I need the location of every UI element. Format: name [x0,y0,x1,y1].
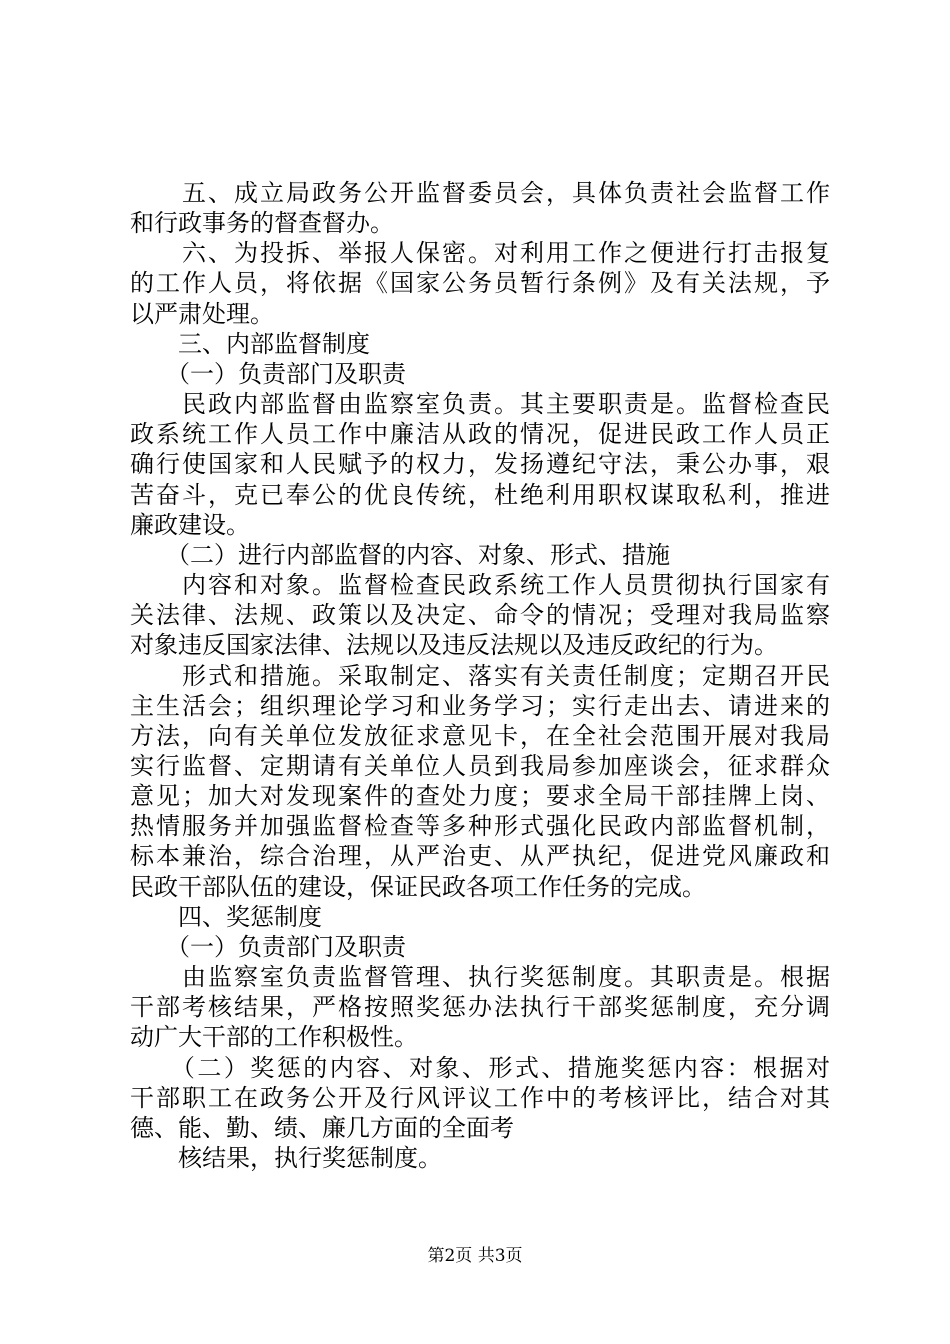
section-heading: 四、奖惩制度 [130,903,322,931]
subsection-heading: （一）负责部门及职责 [130,933,406,961]
body-line: 五、成立局政务公开监督委员会，具体负责社会监督工作 [130,179,830,207]
body-line: 民政干部队伍的建设，保证民政各项工作任务的完成。 [130,873,706,901]
body-line: 热情服务并加强监督检查等多种形式强化民政内部监督机制， [130,812,830,840]
body-line: 苦奋斗，克已奉公的优良传统，杜绝利用职权谋取私利，推进 [130,481,830,509]
subsection-heading: （二）进行内部监督的内容、对象、形式、措施 [130,541,670,569]
body-line: 内容和对象。监督检查民政系统工作人员贯彻执行国家有 [130,571,830,599]
body-line: 核结果，执行奖惩制度。 [130,1144,442,1172]
body-line: 由监察室负责监督管理、执行奖惩制度。其职责是。根据 [130,963,830,991]
body-line: 民政内部监督由监察室负责。其主要职责是。监督检查民 [130,390,830,418]
body-line: 干部考核结果，严格按照奖惩办法执行干部奖惩制度，充分调 [130,993,830,1021]
body-line: 的工作人员，将依据《国家公务员暂行条例》及有关法规，予 [130,269,830,297]
subsection-heading: （一）负责部门及职责 [130,360,406,388]
page-number-footer: 第2页 共3页 [427,1246,523,1266]
body-line: 六、为投拆、举报人保密。对利用工作之便进行打击报复 [130,239,830,267]
body-line: 动广大干部的工作积极性。 [130,1023,418,1051]
body-line: 方法，向有关单位发放征求意见卡，在全社会范围开展对我局 [130,722,830,750]
section-heading: 三、内部监督制度 [130,330,370,358]
body-line: 实行监督、定期请有关单位人员到我局参加座谈会，征求群众 [130,752,830,780]
body-line: 关法律、法规、政策以及决定、命令的情况；受理对我局监察 [130,601,830,629]
body-line: 干部职工在政务公开及行风评议工作中的考核评比，结合对其 [130,1084,830,1112]
body-line: 对象违反国家法律、法规以及违反法规以及违反政纪的行为。 [130,631,778,659]
body-line: 政系统工作人员工作中廉洁从政的情况，促进民政工作人员正 [130,420,830,448]
body-line: 以严肃处理。 [130,300,274,328]
body-line: 德、能、勤、绩、廉几方面的全面考 [130,1114,514,1142]
body-line: （二）奖惩的内容、对象、形式、措施奖惩内容：根据对 [130,1054,830,1082]
body-line: 形式和措施。采取制定、落实有关责任制度；定期召开民 [130,662,830,690]
body-line: 标本兼治，综合治理，从严治吏、从严执纪，促进党风廉政和 [130,842,830,870]
body-line: 确行使国家和人民赋予的权力，发扬遵纪守法，秉公办事，艰 [130,450,830,478]
body-line: 主生活会；组织理论学习和业务学习；实行走出去、请进来的 [130,692,830,720]
body-line: 和行政事务的督查督办。 [130,209,394,237]
body-line: 廉政建设。 [130,511,250,539]
body-line: 意见；加大对发现案件的查处力度；要求全局干部挂牌上岗、 [130,782,830,810]
